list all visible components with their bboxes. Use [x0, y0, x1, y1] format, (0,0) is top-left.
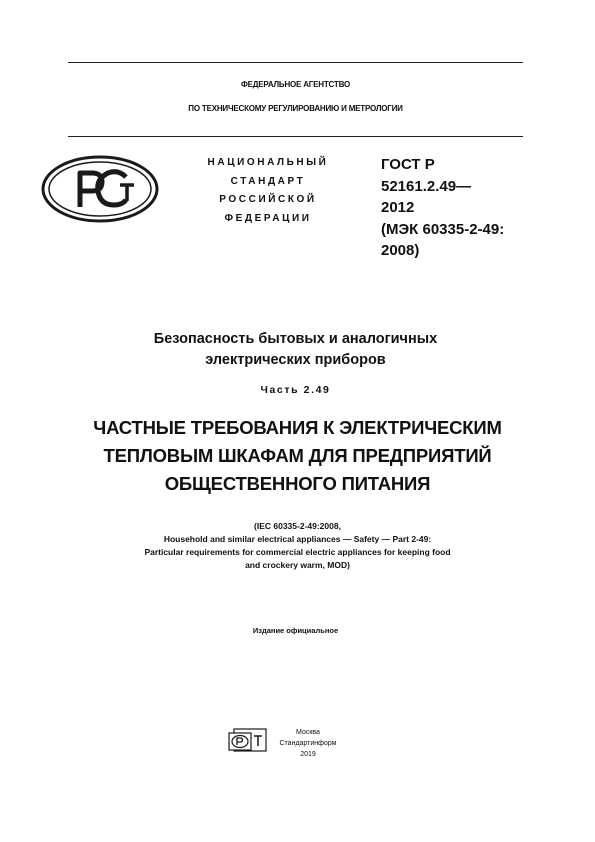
title-line-3: ОБЩЕСТВЕННОГО ПИТАНИЯ	[164, 473, 431, 494]
title-line-1: ЧАСТНЫЕ ТРЕБОВАНИЯ К ЭЛЕКТРИЧЕСКИМ	[93, 417, 502, 438]
publisher-year: 2019	[300, 751, 316, 758]
designation-line-5: 2008)	[381, 242, 420, 259]
iec-line-3: Particular requirements for commercial electric appliances for keeping food	[144, 547, 451, 557]
subject-line-1: Безопасность бытовых и аналогичных	[153, 331, 438, 347]
iec-line-1: (IEC 60335-2-49:2008,	[254, 521, 341, 531]
standard-type	[168, 154, 368, 228]
designation-line-2: 52161.2.49—	[381, 177, 472, 195]
subject-line-2: электрических приборов	[205, 352, 386, 368]
publisher-city: Москва	[296, 729, 320, 736]
standard-designation	[381, 154, 541, 262]
standard-type-line-4: ФЕДЕРАЦИИ	[224, 212, 312, 224]
top-rule	[68, 62, 523, 63]
standard-type-line-2: СТАНДАРТ	[230, 175, 306, 187]
header-rule	[68, 136, 523, 137]
edition-label: Издание официальное	[252, 626, 339, 635]
rst-certification-mark-icon	[40, 155, 160, 223]
publisher-name: Стандартинформ	[279, 740, 337, 747]
document-title	[40, 414, 555, 498]
iec-line-2: Household and similar electrical appliances — Safety — Part 2-49:	[163, 534, 432, 544]
document-subject	[68, 329, 523, 371]
iec-reference	[50, 520, 545, 572]
iec-line-4: and crockery warm, MOD)	[245, 560, 350, 570]
standard-type-line-3: РОССИЙСКОЙ	[219, 194, 317, 205]
title-line-2: ТЕПЛОВЫМ ШКАФАМ ДЛЯ ПРЕДПРИЯТИЙ	[103, 445, 492, 466]
agency-line-2: ПО ТЕХНИЧЕСКОМУ РЕГУЛИРОВАНИЮ И МЕТРОЛОГИИ	[188, 104, 403, 113]
publisher-info	[268, 727, 348, 760]
designation-line-3: 2012	[381, 199, 415, 216]
agency-line-1: ФЕДЕРАЛЬНОЕ АГЕНТСТВО	[240, 80, 350, 89]
standartinform-logo-icon	[228, 728, 268, 752]
part-number: Часть 2.49	[260, 384, 331, 396]
designation-line-4: (МЭК 60335-2-49:	[381, 220, 505, 238]
standard-type-line-1: НАЦИОНАЛЬНЫЙ	[207, 157, 329, 168]
designation-line-1: ГОСТ Р	[381, 156, 435, 173]
